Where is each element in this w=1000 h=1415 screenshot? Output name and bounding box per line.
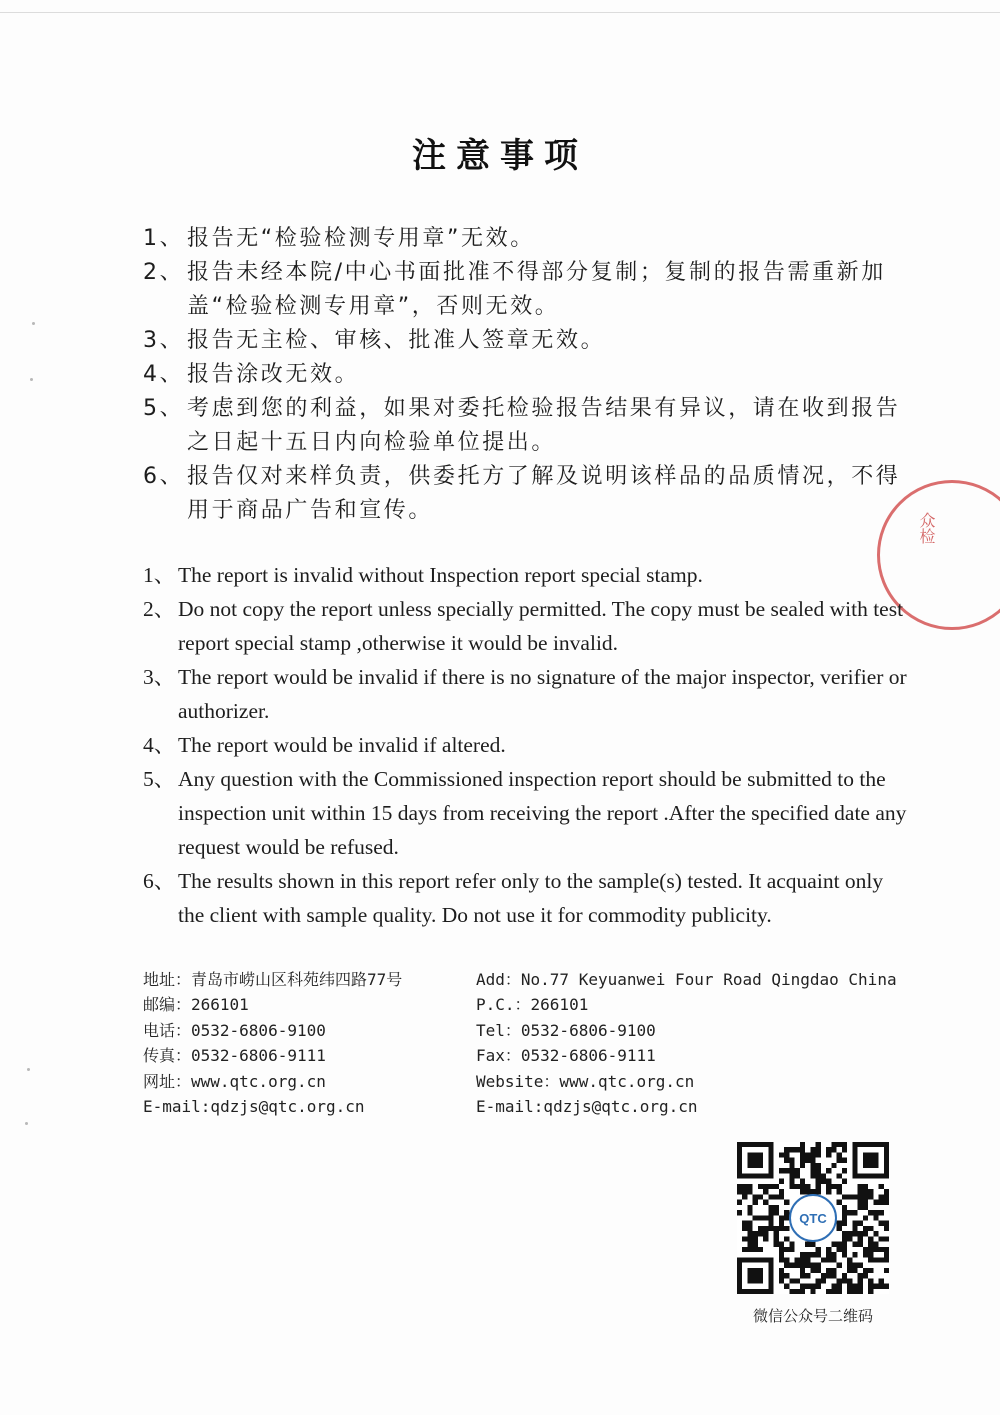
website-line: Website：www.qtc.org.cn: [476, 1071, 695, 1091]
list-item: [143, 660, 913, 728]
website-line: 网址：www.qtc.org.cn: [143, 1071, 326, 1091]
item-number: 2、: [143, 260, 185, 285]
item-number: 3、: [143, 665, 176, 689]
list-item: [143, 728, 913, 762]
list-item: [143, 558, 913, 592]
page-top-edge: [0, 12, 1000, 13]
scan-speck: [32, 322, 35, 325]
chinese-notice-list: [143, 222, 913, 528]
address-line: 地址：青岛市崂山区科苑纬四路77号: [143, 970, 403, 989]
email-line: E-mail:qdzjs@qtc.org.cn: [476, 1097, 698, 1117]
item-text: 报告无“检验检测专用章”无效。: [187, 226, 535, 251]
list-item: [143, 256, 913, 324]
list-item: [143, 392, 913, 460]
item-number: 5、: [143, 396, 185, 421]
item-text: 考虑到您的利益，如果对委托检验报告结果有异议，请在收到报告之日起十五日内向检验单位提出。: [187, 396, 901, 455]
item-text: Any question with the Commissioned inspection report should be submitted to the inspection unit within 15 days from receiving the report .After the specified date any request would be refused.: [178, 767, 907, 859]
page-title: 注意事项: [412, 136, 588, 176]
item-number: 2、: [143, 597, 176, 621]
postcode-line: 邮编：266101: [143, 995, 249, 1015]
item-text: 报告仅对来样负责，供委托方了解及说明该样品的品质情况，不得用于商品广告和宣传。: [187, 464, 901, 523]
item-text: 报告未经本院/中心书面批准不得部分复制；复制的报告需重新加盖“检验检测专用章”，否则无效。: [187, 260, 886, 319]
qr-caption: 微信公众号二维码: [752, 1307, 873, 1325]
list-item: [143, 358, 913, 392]
scan-speck: [25, 1122, 28, 1125]
list-item: [143, 762, 913, 864]
item-number: 4、: [143, 362, 185, 387]
item-text: The report would be invalid if there is no signature of the major inspector, verifier or authorizer.: [178, 665, 907, 723]
item-text: Do not copy the report unless specially permitted. The copy must be sealed with test report special stamp ,otherwise it would be invalid.: [178, 597, 904, 655]
item-text: The report would be invalid if altered.: [178, 733, 506, 757]
item-number: 3、: [143, 328, 185, 353]
list-item: [143, 324, 913, 358]
seal-stamp-text: 众检: [917, 512, 936, 544]
postcode-line: P.C.：266101: [476, 995, 589, 1015]
english-notice-list: [143, 558, 913, 932]
phone-line: 电话：0532-6806-9100: [143, 1020, 326, 1040]
fax-line: 传真：0532-6806-9111: [143, 1046, 326, 1066]
list-item: [143, 222, 913, 256]
item-number: 5、: [143, 767, 176, 791]
scan-speck: [27, 1068, 30, 1071]
list-item: [143, 460, 913, 528]
list-item: [143, 864, 913, 932]
item-number: 6、: [143, 869, 176, 893]
scan-speck: [30, 378, 33, 381]
item-number: 6、: [143, 464, 185, 489]
item-number: 1、: [143, 226, 185, 251]
address-line: Add：No.77 Keyuanwei Four Road Qingdao China: [476, 970, 897, 989]
item-number: 1、: [143, 563, 176, 587]
fax-line: Fax：0532-6806-9111: [476, 1046, 656, 1066]
email-line: E-mail:qdzjs@qtc.org.cn: [143, 1097, 365, 1117]
item-text: The report is invalid without Inspection report special stamp.: [178, 563, 703, 587]
qtc-logo: QTC: [789, 1194, 837, 1242]
item-text: 报告无主检、审核、批准人签章无效。: [187, 328, 606, 353]
item-text: The results shown in this report refer only to the sample(s) tested. It acquaint only the client with sample quality. Do not use it for commodity publicity.: [178, 869, 884, 927]
item-number: 4、: [143, 733, 176, 757]
list-item: [143, 592, 913, 660]
phone-line: Tel：0532-6806-9100: [476, 1020, 656, 1040]
item-text: 报告涂改无效。: [187, 362, 360, 387]
contact-info-english: [476, 967, 897, 1119]
contact-info-chinese: [143, 967, 402, 1119]
